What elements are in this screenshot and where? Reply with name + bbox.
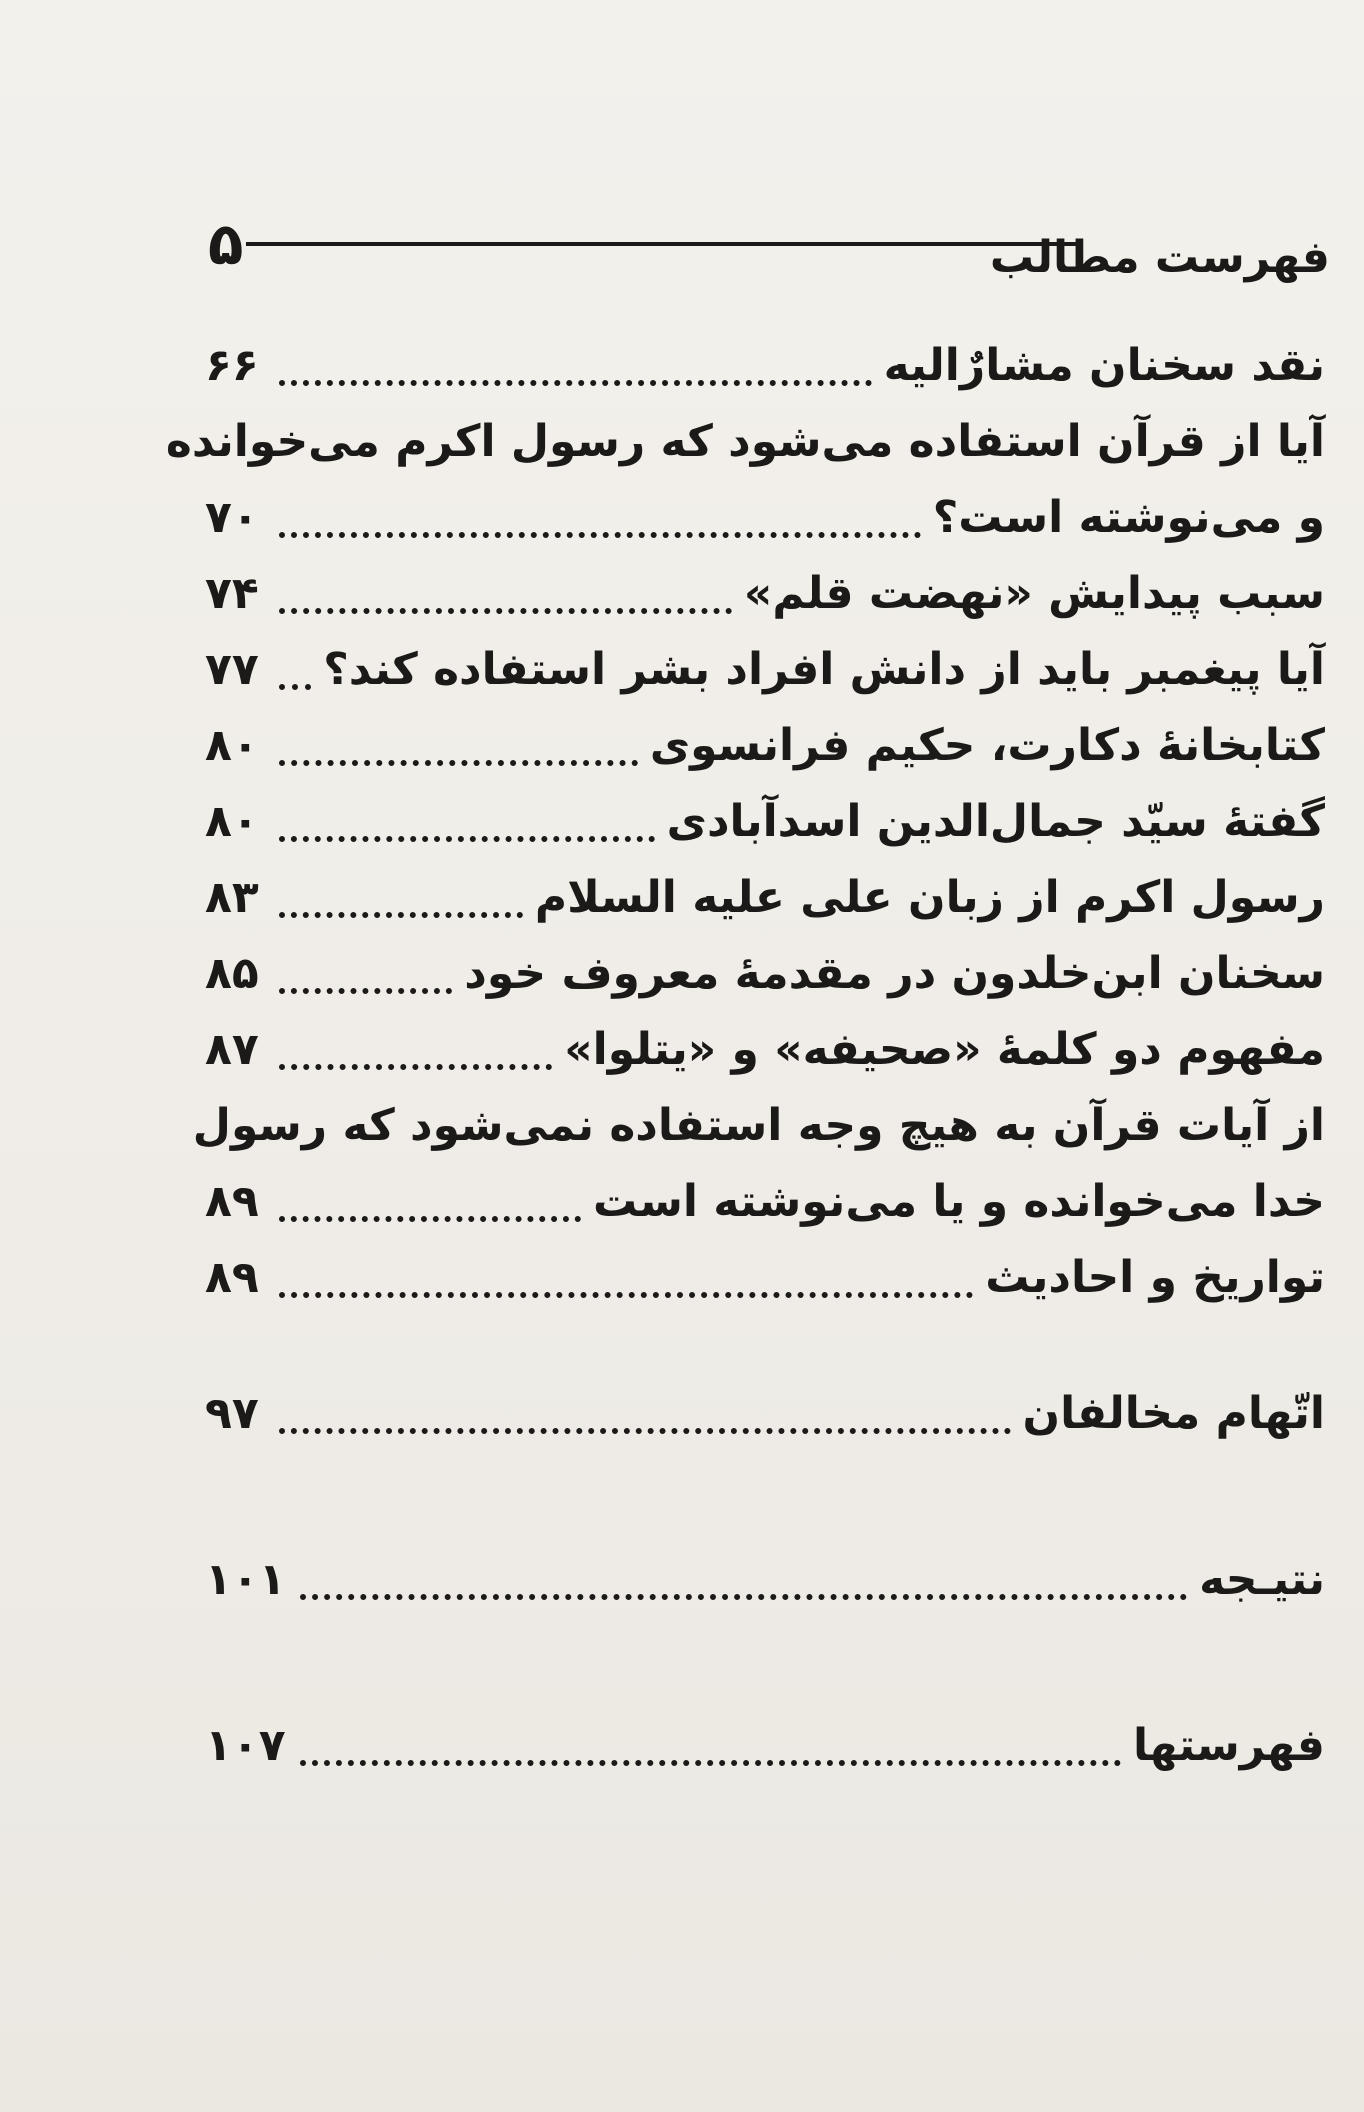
dot-leader — [279, 912, 523, 918]
toc-entry-title: از آیات قرآن به هیچ وجه استفاده نمی‌شود که رسول — [192, 1100, 1325, 1151]
toc-entry-page: ۱۰۷ — [205, 1720, 286, 1771]
header-title: فهرست مطالب — [989, 232, 1330, 283]
dot-leader — [279, 836, 655, 842]
toc-entry[interactable] — [205, 784, 1325, 860]
toc-entry[interactable] — [205, 328, 1325, 404]
toc-entry-title: فهرستها — [1132, 1720, 1325, 1771]
toc-entry-title: کتابخانهٔ دکارت، حکیم فرانسوی — [649, 720, 1325, 771]
toc-entry-title: خدا می‌خوانده و یا می‌نوشته است — [593, 1176, 1325, 1227]
dot-leader — [300, 1594, 1188, 1600]
dot-leader — [279, 532, 921, 538]
dot-leader — [279, 988, 452, 994]
toc-entry-title: و می‌نوشته است؟ — [932, 492, 1325, 543]
toc-entry[interactable] — [205, 1012, 1325, 1088]
toc-entry[interactable] — [205, 1376, 1325, 1452]
toc-entry-page: ۸۷ — [205, 1024, 259, 1075]
toc-entry-page: ۱۰۱ — [205, 1554, 286, 1605]
toc-entry-line — [165, 404, 1325, 480]
toc-entry[interactable] — [205, 632, 1325, 708]
toc-entry-title: آیا پیغمبر باید از دانش افراد بشر استفاده کند؟ — [323, 644, 1325, 695]
toc-entry-page: ۸۳ — [205, 872, 259, 923]
dot-leader — [279, 684, 311, 690]
toc-entry[interactable] — [205, 480, 1325, 556]
toc-entry-page: ۸۰ — [205, 796, 259, 847]
toc-entry-title: سبب پیدایش «نهضت قلم» — [743, 568, 1325, 619]
toc-entry-title: آیا از قرآن استفاده می‌شود که رسول اکرم می‌خوانده — [165, 416, 1325, 467]
running-header — [200, 210, 1330, 283]
toc-entry-page: ۶۶ — [205, 340, 259, 391]
toc-entry[interactable] — [205, 1164, 1325, 1240]
dot-leader — [279, 1216, 581, 1222]
toc-entry-page: ۸۵ — [205, 948, 259, 999]
section-gap — [205, 1452, 1325, 1542]
dot-leader — [279, 760, 638, 766]
dot-leader — [279, 1428, 1011, 1434]
dot-leader — [279, 608, 732, 614]
dot-leader — [279, 1064, 552, 1070]
toc-entry-page: ۷۴ — [205, 568, 259, 619]
toc-entry[interactable] — [205, 860, 1325, 936]
toc-entry-title: سخنان ابن‌خلدون در مقدمهٔ معروف خود — [464, 948, 1325, 999]
header-page-number: ۵ — [208, 210, 244, 278]
toc-entry[interactable] — [205, 1240, 1325, 1316]
section-gap — [205, 1618, 1325, 1708]
toc-entry-title: تواریخ و احادیث — [985, 1252, 1325, 1303]
toc-entry-title: رسول اکرم از زبان علی علیه السلام — [534, 872, 1325, 923]
section-gap — [205, 1316, 1325, 1376]
dot-leader — [279, 1292, 973, 1298]
toc-entry[interactable] — [205, 708, 1325, 784]
toc-entry-page: ۷۰ — [205, 492, 259, 543]
toc-entry[interactable] — [205, 1708, 1325, 1784]
toc-entry-page: ۸۰ — [205, 720, 259, 771]
toc-entry[interactable] — [205, 936, 1325, 1012]
toc-entry-page: ۸۹ — [205, 1176, 259, 1227]
toc-entry-title: مفهوم دو کلمهٔ «صحیفه» و «یتلوا» — [564, 1024, 1325, 1075]
toc-entry-page: ۹۷ — [205, 1388, 259, 1439]
toc-entry[interactable] — [205, 556, 1325, 632]
toc-entry[interactable] — [205, 1542, 1325, 1618]
dot-leader — [279, 380, 872, 386]
toc-entry-line — [192, 1088, 1325, 1164]
header-rule — [246, 242, 1080, 246]
toc-entry-page: ۸۹ — [205, 1252, 259, 1303]
dot-leader — [300, 1760, 1121, 1766]
toc-entry-title: نتیـجه — [1199, 1554, 1325, 1605]
toc-entry-title: گفتهٔ سیّد جمال‌الدین اسدآبادی — [666, 796, 1325, 847]
toc-entry-page: ۷۷ — [205, 644, 259, 695]
table-of-contents — [165, 328, 1325, 1784]
toc-entry-title: نقد سخنان مشارٌالیه — [883, 340, 1325, 391]
toc-entry-title: اتّهام مخالفان — [1022, 1388, 1325, 1439]
